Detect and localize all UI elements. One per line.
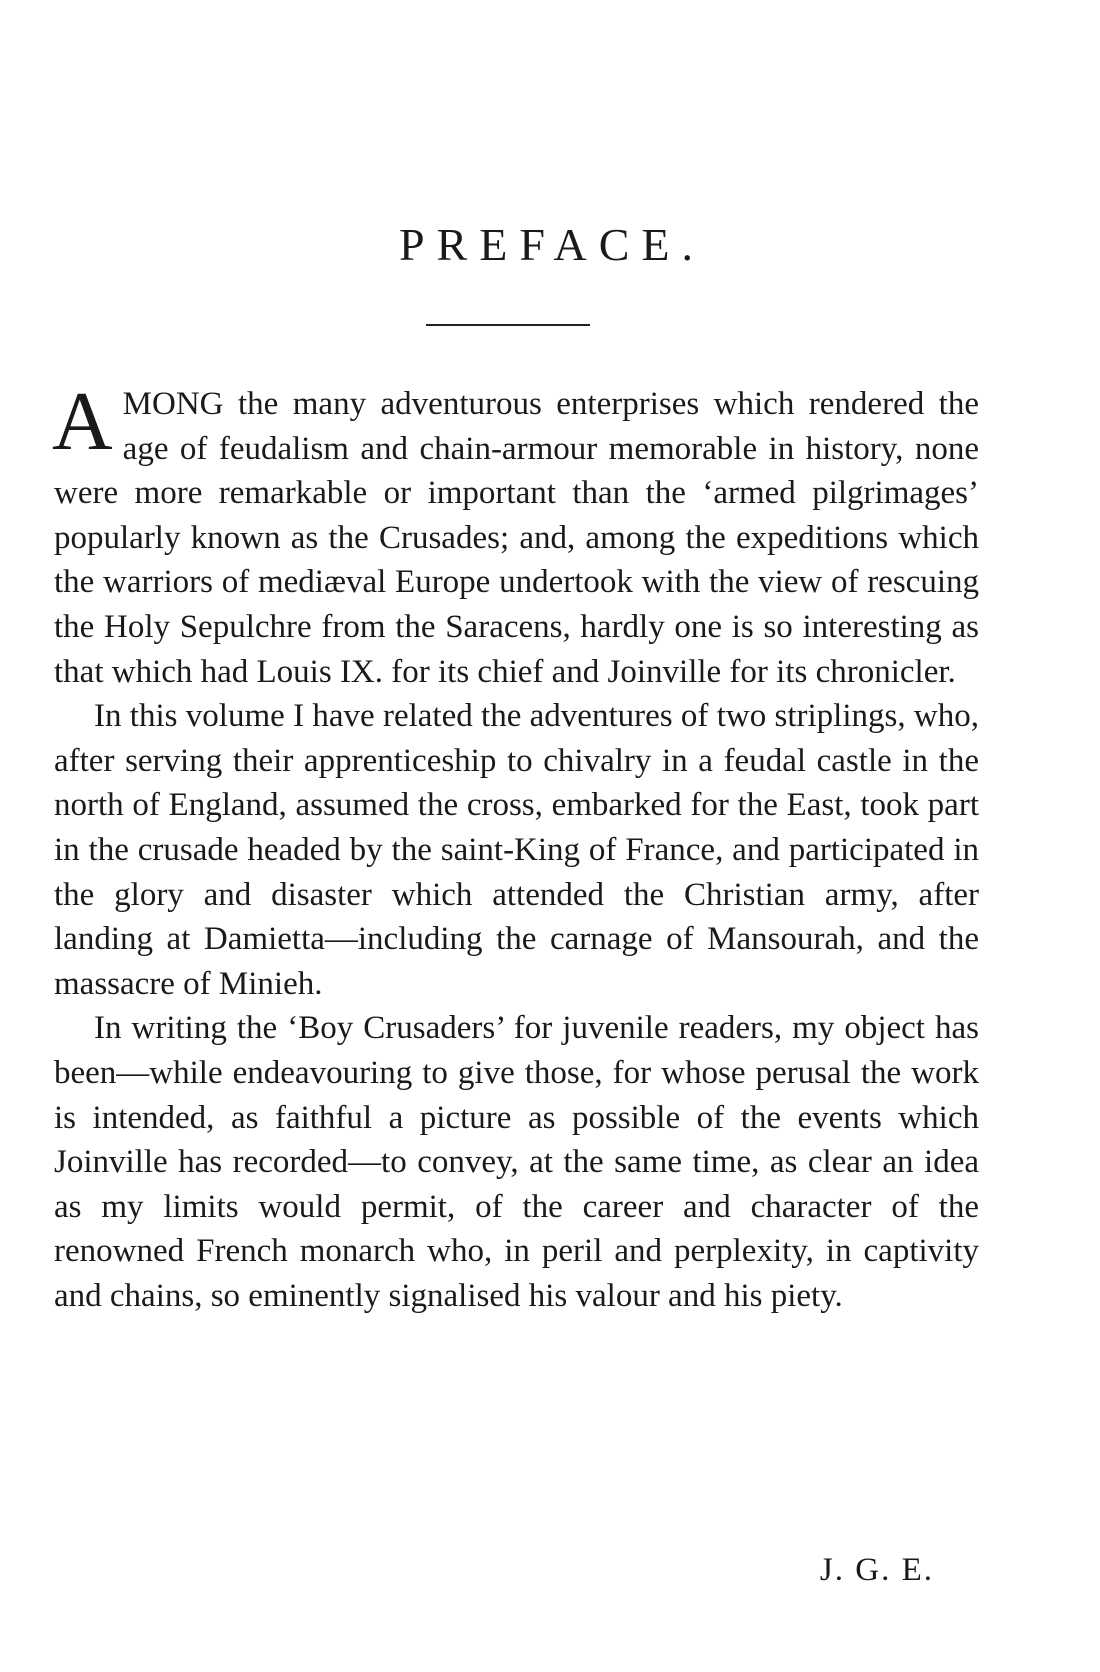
drop-cap: A [52,375,113,468]
author-initials: J. G. E. [819,1552,934,1588]
paragraph-2: In this volume I have related the adventures of two striplings, who, after serving their apprenticeship to chivalry in a feudal castle in the north of England, assumed the cross, embarked for the East, took part in the crusade headed by the saint-King of France, and participated in the glory and disaster which attended the Christian army, after landing at Damietta—including the carnage of Mansourah, and the massacre of Minieh. [54,698,979,1002]
paragraph-1 [52,375,979,694]
preface-body [52,375,979,1318]
page-title: PREFACE. [398,219,706,270]
paragraph-1-text: MONG the many adventurous enterprises which rendered the age of feudalism and chain-armour memorable in history, none were more remarkable or important than the ‘armed pilgrimages’ popularly known as the Crusades; and, among the expeditions which the warriors of mediæval Europe undertook with the view of rescuing the Holy Sepulchre from the Saracens, hardly one is so interesting as that which had Louis IX. for its chief and Joinville for its chronicler. [54,386,979,690]
paragraph-3: In writing the ‘Boy Crusaders’ for juvenile readers, my object has been—while endeavouring to give those, for whose perusal the work is intended, as faithful a picture as possible of the events which Joinville has recorded—to convey, at the same time, as clear an idea as my limits would permit, of the career and character of the renowned French monarch who, in peril and perplexity, in captivity and chains, so eminently signalised his valour and his piety. [54,1010,979,1314]
title-rule [426,324,590,326]
